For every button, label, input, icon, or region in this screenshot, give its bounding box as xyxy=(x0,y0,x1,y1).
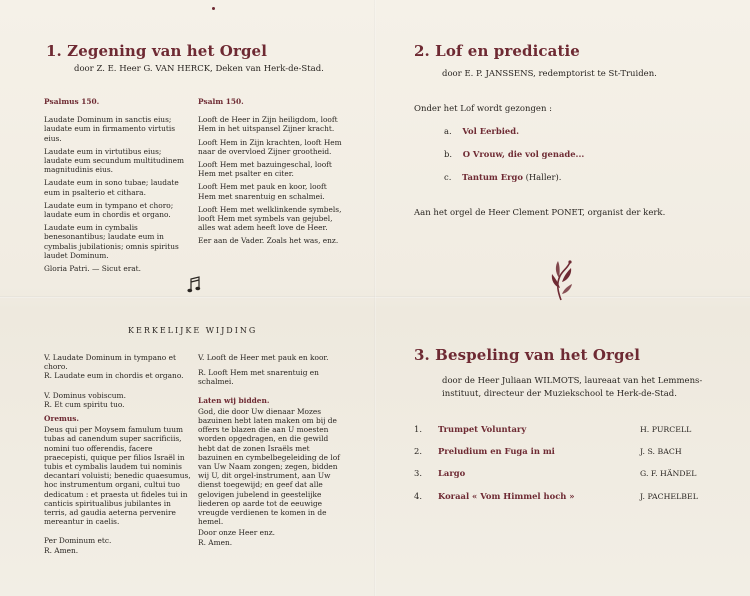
program-num: 1. xyxy=(414,424,422,434)
lof-item-letter: b. xyxy=(444,149,453,159)
response: R. Et cum spiritu tuo. xyxy=(44,399,125,409)
program-piece: Largo xyxy=(438,468,466,478)
top-dot xyxy=(212,7,215,10)
latin-verse: Laudate eum in cymbalis benesonantibus; laudate eum in cymbalis jubilationis; omnis spiritus laudet Dominum. xyxy=(44,223,179,260)
lof-intro: Onder het Lof wordt gezongen : xyxy=(414,104,552,114)
floral-ornament-icon xyxy=(546,258,576,302)
prayer-text: God, die door Uw dienaar Mozes bazuinen hebt laten maken om bij de offers te blazen die aan U moesten worden opgedragen, en die gewild hebt dat de zonen Israëls met bazuinen en cymbelbegeleiding de lof van Uw Naam zongen; zegen, bidden wij U, dit orgel-instrument, aan Uw dienst toegewijd; en geef dat alle gelovigen jubelend in geestelijke liederen op aarde tot de eeuwige vreugde verdienen te komen in de hemel. xyxy=(198,406,340,527)
program-composer: G. F. HÄNDEL xyxy=(640,469,697,478)
prayer-heading: Oremus. xyxy=(44,414,79,424)
wijding-dutch-column xyxy=(198,353,344,551)
wijding-title: KERKELIJKE WIJDING xyxy=(128,326,258,335)
latin-verse: Laudate Dominum in sanctis eius; laudate eum in firmamento virtutis eius. xyxy=(44,115,176,143)
prayer-closing: Door onze Heer enz. xyxy=(198,528,275,538)
lof-item xyxy=(444,126,519,136)
program-piece: Preludium en Fuga in mi xyxy=(438,446,555,456)
lof-item xyxy=(444,172,561,182)
versicle: V. Looft de Heer met pauk en koor. xyxy=(198,353,329,362)
amen: R. Amen. xyxy=(198,537,233,547)
latin-verse: Laudate eum in sono tubae; laudate eum in psalterio et cithara. xyxy=(44,178,179,197)
program-num: 4. xyxy=(414,491,422,501)
prayer-heading: Laten wij bidden. xyxy=(198,395,270,405)
program-num: 3. xyxy=(414,468,422,478)
lof-item-text: O Vrouw, die vol genade... xyxy=(462,149,585,159)
lof-item-text: Tantum Ergo xyxy=(462,172,523,182)
dutch-psalm-heading: Psalm 150. xyxy=(198,97,244,106)
lof-item-letter: a. xyxy=(444,126,452,136)
dutch-verse: Looft de Heer in Zijn heiligdom, looft Hem in het uitspansel Zijner kracht. xyxy=(198,115,338,134)
dutch-verse: Looft Hem met pauk en koor, looft Hem met snarentuig en schalmei. xyxy=(198,182,327,201)
section1-byline: door Z. E. Heer G. VAN HERCK, Deken van Herk-de-Stad. xyxy=(74,64,324,74)
lof-item xyxy=(444,149,584,159)
lof-item-text: Vol Eerbied. xyxy=(462,126,519,136)
latin-psalm-column xyxy=(44,97,190,277)
section2-byline: door E. P. JANSSENS, redemptorist te St-Truiden. xyxy=(442,69,657,79)
latin-verse: Laudate eum in virtutibus eius; laudate eum secundum multitudinem magnitudinis eius. xyxy=(44,146,184,175)
latin-verse: Laudate eum in tympano et choro; laudate eum in chordis et organo. xyxy=(44,200,174,220)
section1-title: 1. Zegening van het Orgel xyxy=(46,42,267,60)
lof-item-note: (Haller). xyxy=(525,172,562,182)
program-composer: J. S. BACH xyxy=(640,447,682,456)
response: R. Laudate eum in chordis et organo. xyxy=(44,371,184,381)
dutch-verse: Eer aan de Vader. Zoals het was, enz. xyxy=(198,236,339,246)
prayer-closing: Per Dominum etc. xyxy=(44,536,112,546)
latin-psalm-heading: Psalmus 150. xyxy=(44,97,100,106)
versicle: V. Laudate Dominum in tympano et choro. xyxy=(44,353,176,372)
amen: R. Amen. xyxy=(44,545,79,555)
program-piece: Trumpet Voluntary xyxy=(438,424,527,434)
program-composer: H. PURCELL xyxy=(640,425,692,434)
program-composer: J. PACHELBEL xyxy=(640,492,698,501)
latin-verse: Gloria Patri. — Sicut erat. xyxy=(44,264,141,274)
wijding-latin-column xyxy=(44,353,194,559)
program-num: 2. xyxy=(414,446,422,456)
section3-byline-1: door de Heer Juliaan WILMOTS, laureaat van het Lemmens- xyxy=(442,376,703,386)
section2-title: 2. Lof en predicatie xyxy=(414,42,580,60)
dutch-verse: Looft Hem met welklinkende symbels, looft Hem met symbels van gejubel, alles wat adem heeft love de Heer. xyxy=(198,204,342,233)
dutch-verse: Looft Hem met bazuingeschal, looft Hem met psalter en citer. xyxy=(198,160,332,179)
prayer-text: Deus qui per Moysem famulum tuum tubas ad canendum super sacrificiis, nomini tuo offerendis, facere praecepisti, quique per filios Israël in tubis et cymbalis laudem tui nominis decantari voluisti; benedic quaesumus, hoc instrumentum organi, cultui tuo dedicatum : et praesta ut fideles tui in canticis spiritualibus jubilantes in terris, ad gaudia aeterna pervenire mereantur in caelis. xyxy=(44,425,191,527)
response: R. Looft Hem met snarentuig en schalmei. xyxy=(198,368,319,387)
dutch-verse: Looft Hem in Zijn krachten, looft Hem naar de overvloed Zijner grootheid. xyxy=(198,137,342,156)
section3-byline-2: instituut, directeur der Muziekschool te Herk-de-Stad. xyxy=(442,389,677,399)
lof-item-letter: c. xyxy=(444,172,452,182)
organist-line: Aan het orgel de Heer Clement PONET, organist der kerk. xyxy=(414,208,666,218)
section3-title: 3. Bespeling van het Orgel xyxy=(414,346,641,364)
program-piece: Koraal « Vom Himmel hoch » xyxy=(438,491,575,501)
versicle: V. Dominus vobiscum. xyxy=(44,390,126,400)
music-note-icon xyxy=(187,276,201,294)
dutch-psalm-column xyxy=(198,97,344,250)
fold-line-vertical xyxy=(374,0,376,596)
